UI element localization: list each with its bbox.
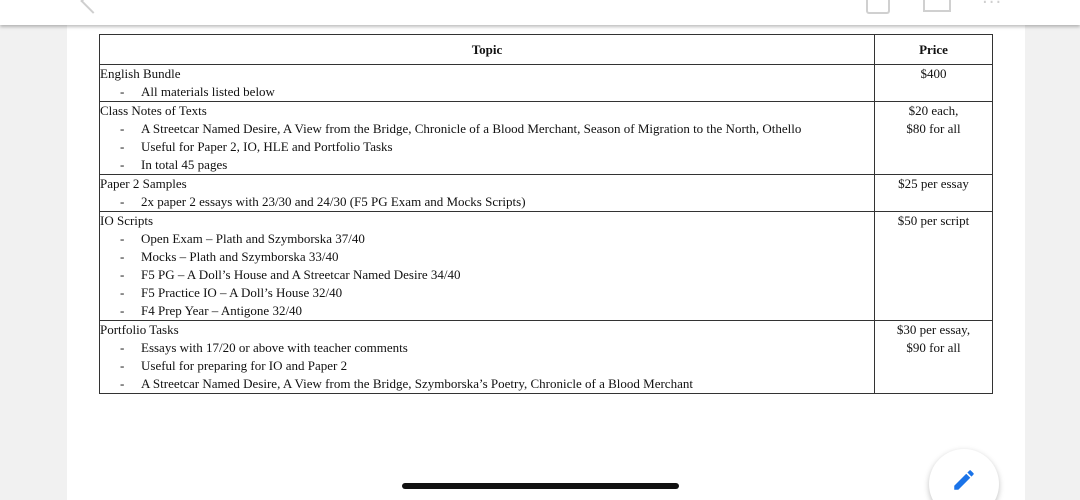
bullet-list — [100, 339, 874, 393]
price-cell — [875, 65, 993, 102]
bookmark-icon[interactable] — [866, 0, 890, 14]
price-text: $50 per script — [897, 213, 970, 228]
price-cell — [875, 175, 993, 212]
table-row — [100, 102, 993, 175]
pencil-icon — [951, 467, 977, 493]
comment-icon[interactable] — [923, 0, 951, 12]
chevron-left-icon[interactable] — [80, 0, 105, 14]
table-header-row — [100, 35, 993, 65]
price-table — [99, 34, 993, 394]
price-header: Price — [875, 35, 993, 65]
topic-cell — [100, 212, 875, 321]
list-item: - Useful for Paper 2, IO, HLE and Portfolio Tasks — [100, 138, 874, 156]
table-row — [100, 175, 993, 212]
row-title: Class Notes of Texts — [100, 103, 207, 118]
price-text: $80 for all — [906, 121, 961, 136]
table-row — [100, 212, 993, 321]
topic-header: Topic — [100, 35, 875, 65]
topic-cell — [100, 65, 875, 102]
bullet-list — [100, 230, 874, 320]
row-title: IO Scripts — [100, 213, 154, 228]
list-item: - In total 45 pages — [100, 156, 874, 174]
price-cell — [875, 212, 993, 321]
more-icon[interactable]: ··· — [982, 0, 1003, 13]
list-item: - F5 PG – A Doll’s House and A Streetcar Named Desire 34/40 — [100, 266, 874, 284]
price-text: $25 per essay — [898, 176, 969, 191]
price-text: $90 for all — [906, 340, 961, 355]
list-item: - F5 Practice IO – A Doll’s House 32/40 — [100, 284, 874, 302]
list-item: - 2x paper 2 essays with 23/30 and 24/30 (F5 PG Exam and Mocks Scripts) — [100, 193, 874, 211]
bullet-list — [100, 193, 874, 211]
bullet-list — [100, 120, 874, 174]
price-cell — [875, 321, 993, 394]
table-row — [100, 65, 993, 102]
list-item: - A Streetcar Named Desire, A View from the Bridge, Chronicle of a Blood Merchant, Season of Migration to the North, Othello — [100, 120, 874, 138]
price-text: $20 each, — [908, 103, 959, 118]
list-item: - A Streetcar Named Desire, A View from the Bridge, Szymborska’s Poetry, Chronicle of a Blood Merchant — [100, 375, 874, 393]
price-cell — [875, 102, 993, 175]
table-row — [100, 321, 993, 394]
row-title: Paper 2 Samples — [100, 176, 187, 191]
top-app-bar — [0, 0, 1080, 25]
list-item: - Essays with 17/20 or above with teacher comments — [100, 339, 874, 357]
price-text: $400 — [920, 66, 947, 81]
document-page — [67, 25, 1025, 500]
list-item: - Useful for preparing for IO and Paper 2 — [100, 357, 874, 375]
topic-cell — [100, 321, 875, 394]
row-title: Portfolio Tasks — [100, 322, 179, 337]
list-item: - All materials listed below — [100, 83, 874, 101]
list-item: - Mocks – Plath and Szymborska 33/40 — [100, 248, 874, 266]
topic-cell — [100, 102, 875, 175]
bullet-list — [100, 83, 874, 101]
list-item: - Open Exam – Plath and Szymborska 37/40 — [100, 230, 874, 248]
topic-cell — [100, 175, 875, 212]
row-title: English Bundle — [100, 66, 181, 81]
list-item: - F4 Prep Year – Antigone 32/40 — [100, 302, 874, 320]
home-gesture-bar[interactable] — [402, 483, 679, 489]
price-text: $30 per essay, — [896, 322, 971, 337]
